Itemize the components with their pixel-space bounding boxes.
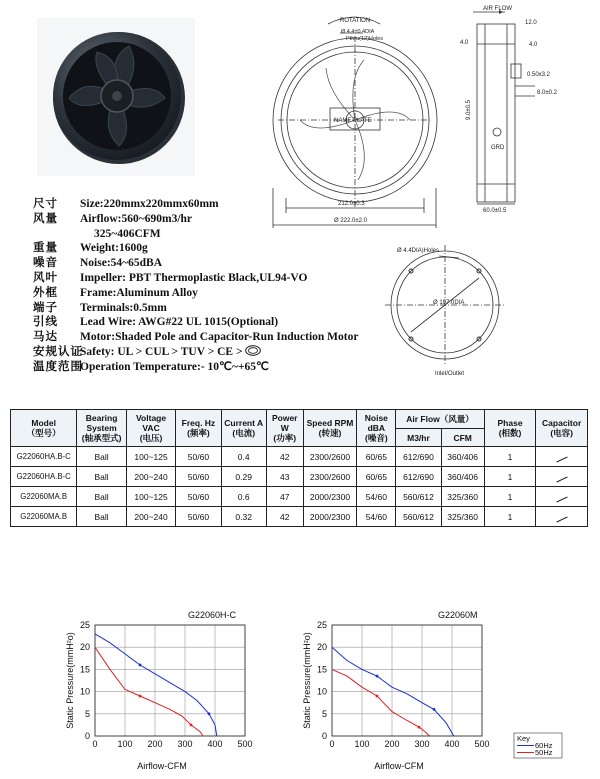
y-tick-label: 0 (321, 731, 327, 741)
cell-bearing: Ball (77, 487, 126, 507)
cell-phase: 1 (484, 507, 536, 527)
chart-1 (65, 610, 253, 771)
spec-size (33, 197, 373, 212)
cell-current: 0.6 (221, 487, 266, 507)
th-current-cn: (电流) (232, 428, 256, 438)
dim-4b-label: 4.0 (529, 42, 538, 48)
th-voltage (126, 410, 175, 447)
th-speed-label: Speed RPM (306, 418, 354, 428)
cell-capacitor (536, 507, 588, 527)
cell-m3hr: 560/612 (396, 507, 441, 527)
spec-airflow-en: Airflow:560~690m3/hr (80, 212, 193, 225)
spec-weight-cn: 重量 (33, 242, 58, 255)
spec-lead-wire-cn: 引线 (33, 316, 58, 329)
capacitor-icon (556, 476, 567, 482)
th-current-label: Current A (224, 418, 264, 428)
spec-frame (33, 286, 373, 301)
cell-speed: 2000/2300 (303, 507, 357, 527)
spec-table (10, 409, 588, 527)
th-phase-label: Phase (497, 418, 523, 428)
cell-model: G22060HA.B-C (11, 447, 77, 467)
series-point (190, 724, 193, 727)
series-point (208, 712, 211, 715)
x-tick-label: 400 (207, 739, 223, 749)
spec-impeller-cn: 风叶 (33, 271, 58, 284)
table-header-row (11, 410, 588, 429)
cell-capacitor (536, 447, 588, 467)
cell-m3hr: 560/612 (396, 487, 441, 507)
cell-power: 42 (266, 507, 303, 527)
inlet-outlet-drawing (375, 240, 525, 380)
table-row (11, 507, 588, 527)
cell-freq: 50/60 (176, 507, 221, 527)
spec-temperature (33, 360, 373, 375)
th-model-cn: （型号） (26, 428, 61, 438)
ccc-mark-icon (245, 345, 261, 356)
side-view-drawing (455, 4, 575, 214)
spec-airflow-cfm (33, 227, 373, 242)
series-point (139, 695, 142, 698)
cell-speed: 2300/2600 (303, 467, 357, 487)
x-tick-label: 100 (354, 739, 370, 749)
plot-frame (95, 625, 245, 736)
chart-title: G22060M (438, 610, 478, 620)
x-tick-label: 100 (117, 739, 133, 749)
y-tick-label: 15 (79, 664, 90, 675)
th-capacitor-cn: (电容) (550, 428, 573, 438)
th-power-cn: (功率) (273, 433, 297, 443)
spec-noise-cn: 噪音 (33, 257, 58, 270)
cell-model: G22060MA.B (11, 507, 77, 527)
th-freq-label: Freq. Hz (181, 418, 216, 428)
air-flow-label: AIR FLOW (483, 6, 513, 12)
cell-model: G22060HA.B-C (11, 467, 77, 487)
holes-top-label: Ø 4.4±0.4DIA (341, 29, 375, 35)
dim-4a-label: 4.0 (460, 40, 469, 46)
cell-voltage: 200~240 (126, 467, 175, 487)
x-tick-label: 500 (237, 739, 253, 749)
th-model-label: Model (31, 418, 56, 428)
th-m3hr: M3/hr (396, 429, 441, 447)
th-phase-cn: (相数) (498, 428, 522, 438)
spec-terminals-cn: 端子 (33, 301, 58, 314)
th-model (11, 410, 77, 447)
cell-current: 0.4 (221, 447, 266, 467)
y-tick-label: 0 (84, 731, 90, 741)
spec-motor (33, 330, 373, 345)
table-row (11, 447, 588, 467)
spec-impeller-en: Impeller: PBT Thermoplastic Black,UL94-VO (80, 271, 308, 284)
th-freq (176, 410, 221, 447)
cell-freq: 50/60 (176, 467, 221, 487)
y-tick-label: 25 (79, 620, 90, 630)
y-tick-label: 20 (79, 642, 90, 653)
cell-bearing: Ball (77, 507, 126, 527)
cell-phase: 1 (484, 467, 536, 487)
y-tick-label: 10 (316, 686, 327, 697)
cell-bearing: Ball (77, 447, 126, 467)
spec-weight-en: Weight:1600g (80, 242, 148, 255)
cell-power: 42 (266, 447, 303, 467)
x-tick-label: 200 (147, 739, 163, 749)
spec-list (33, 197, 373, 375)
legend-title: Key (517, 734, 530, 743)
th-phase (484, 410, 536, 447)
cell-cfm: 325/360 (441, 507, 484, 527)
cell-m3hr: 612/690 (396, 467, 441, 487)
inlet-outlet-label: Inlet/Outlet (435, 371, 465, 377)
dim-050-label: 0.50x3.2 (527, 72, 551, 78)
cell-power: 43 (266, 467, 303, 487)
cell-current: 0.29 (221, 467, 266, 487)
y-tick-label: 15 (316, 664, 327, 675)
cell-cfm: 360/406 (441, 467, 484, 487)
th-power-label: Power W (271, 413, 298, 433)
th-capacitor-label: Capacitor (542, 418, 582, 428)
spec-terminals (33, 301, 373, 316)
spec-noise (33, 256, 373, 271)
cell-current: 0.32 (221, 507, 266, 527)
th-voltage-cn: (电压) (139, 433, 163, 443)
cell-noise: 60/65 (357, 447, 396, 467)
th-noise-label: Noise dBA (364, 413, 388, 433)
y-tick-label: 10 (79, 686, 90, 697)
spec-noise-en: Noise:54~65dBA (80, 257, 163, 270)
spec-safety-cn: 安规认证 (33, 345, 83, 358)
dim-197-label: Ø 197.0DIA (433, 300, 465, 306)
cell-noise: 60/65 (357, 467, 396, 487)
grd-label: GRD (491, 145, 505, 151)
spec-airflow-cfm-en: 325~406CFM (94, 227, 161, 240)
th-bearing-cn: (轴承型式) (81, 433, 122, 443)
th-freq-cn: (频率) (187, 428, 210, 438)
cell-phase: 1 (484, 447, 536, 467)
cell-bearing: Ball (77, 467, 126, 487)
cell-noise: 54/60 (357, 487, 396, 507)
y-tick-label: 5 (84, 708, 90, 719)
x-tick-label: 300 (177, 739, 193, 749)
spec-safety (33, 345, 373, 360)
name-plate-label: NAME PLATE (334, 118, 372, 124)
th-bearing (77, 410, 126, 447)
cell-capacitor (536, 487, 588, 507)
cell-voltage: 100~125 (126, 447, 175, 467)
cell-noise: 54/60 (357, 507, 396, 527)
spec-temperature-en: Operation Temperature:- 10℃~+65℃ (80, 360, 269, 373)
spec-weight (33, 241, 373, 256)
cell-freq: 50/60 (176, 487, 221, 507)
th-noise-cn: (噪音) (365, 433, 388, 443)
th-voltage-label: Voltage VAC (136, 413, 167, 433)
dim-60-label: 60.0±0.5 (483, 208, 507, 214)
spec-airflow-cn: 风量 (33, 212, 58, 225)
series-point (139, 664, 142, 667)
dim-8-label: 8.0±0.2 (537, 90, 557, 96)
rotation-label: ROTATION (340, 18, 371, 24)
chart-2 (302, 610, 562, 771)
x-axis-label: Airflow-CFM (374, 761, 424, 771)
cell-capacitor (536, 467, 588, 487)
legend-label: 50Hz (535, 748, 553, 757)
legend (514, 733, 562, 758)
dim-12-label: 12.0 (525, 20, 537, 26)
th-bearing-label: Bearing System (85, 413, 118, 433)
cell-speed: 2300/2600 (303, 447, 357, 467)
th-cfm: CFM (441, 429, 484, 447)
capacitor-icon (556, 456, 567, 462)
cell-m3hr: 612/690 (396, 447, 441, 467)
cell-cfm: 360/406 (441, 447, 484, 467)
spec-size-en: Size:220mmx220mmx60mm (80, 198, 219, 210)
series-point (418, 726, 421, 729)
dim-9-label: 9.0±0.5 (466, 100, 472, 120)
capacitor-icon (556, 496, 567, 502)
plot-frame (332, 625, 482, 736)
spec-airflow (33, 212, 373, 227)
x-tick-label: 400 (444, 739, 460, 749)
dim-212-label: 212.0±0.3 (338, 201, 365, 207)
x-tick-label: 300 (414, 739, 430, 749)
y-tick-label: 20 (316, 642, 327, 653)
th-current (221, 410, 266, 447)
legend-label: 60Hz (535, 741, 553, 750)
y-axis-label: Static Pressure(mmH²o) (302, 632, 312, 729)
cell-power: 47 (266, 487, 303, 507)
series-point (376, 695, 379, 698)
holes-top-label-2: Pthru(12)Holes (346, 36, 383, 42)
y-tick-label: 25 (316, 620, 327, 630)
x-axis-label: Airflow-CFM (137, 761, 187, 771)
spec-impeller (33, 271, 373, 286)
cell-freq: 50/60 (176, 447, 221, 467)
th-capacitor (536, 410, 588, 447)
table-row (11, 487, 588, 507)
y-axis-label: Static Pressure(mmH²o) (65, 632, 75, 729)
spec-safety-en (80, 345, 373, 360)
spec-temperature-cn: 温度范围 (33, 360, 83, 373)
dim-222-label: Ø 222.0±2.0 (334, 218, 367, 224)
holes-bottom-label: Ø 4.4DIA)Holes (397, 248, 440, 254)
series-point (433, 708, 436, 711)
y-tick-label: 5 (321, 708, 327, 719)
th-noise (357, 410, 396, 447)
cell-cfm: 325/360 (441, 487, 484, 507)
spec-frame-en: Frame:Aluminum Alloy (80, 286, 198, 299)
cell-speed: 2000/2300 (303, 487, 357, 507)
x-tick-label: 0 (329, 739, 335, 749)
x-tick-label: 0 (92, 739, 98, 749)
cell-phase: 1 (484, 487, 536, 507)
cell-model: G22060MA.B (11, 487, 77, 507)
spec-motor-cn: 马达 (33, 331, 58, 344)
x-tick-label: 200 (384, 739, 400, 749)
th-speed-cn: (转速) (318, 428, 342, 438)
series-point (376, 675, 379, 678)
th-speed (303, 410, 357, 447)
pressure-charts (0, 600, 600, 779)
th-power (266, 410, 303, 447)
table-row (11, 467, 588, 487)
spec-size-cn: 尺寸 (33, 198, 58, 210)
spec-terminals-en: Terminals:0.5mm (80, 301, 167, 314)
cell-voltage: 100~125 (126, 487, 175, 507)
spec-motor-en: Motor:Shaded Pole and Capacitor-Run Induction Motor (80, 331, 359, 344)
series-line-60hz (95, 634, 217, 736)
spec-frame-cn: 外框 (33, 286, 58, 299)
th-airflow: Air Flow（风量） (396, 410, 484, 429)
x-tick-label: 500 (474, 739, 490, 749)
cell-voltage: 200~240 (126, 507, 175, 527)
spec-safety-text: Safety: UL > CUL > TUV > CE > (80, 345, 243, 358)
spec-lead-wire-en: Lead Wire: AWG#22 UL 1015(Optional) (80, 316, 279, 329)
fan-photo (37, 18, 195, 176)
capacitor-icon (556, 516, 567, 522)
spec-lead-wire (33, 315, 373, 330)
chart-title: G22060H-C (188, 610, 237, 620)
